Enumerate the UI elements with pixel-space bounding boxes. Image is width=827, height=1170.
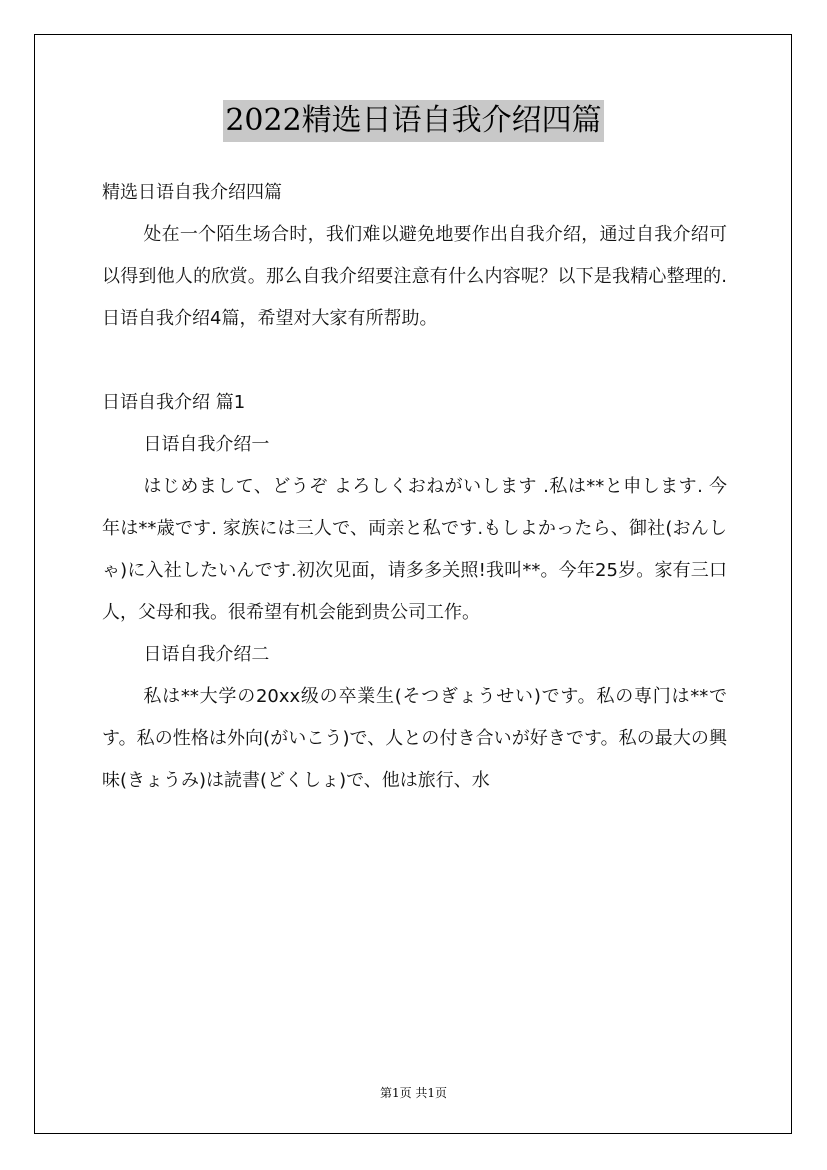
section-heading: 日语自我介绍 篇1 (102, 392, 246, 413)
subtitle: 精选日语自我介绍四篇 (102, 182, 282, 203)
intro-paragraph: 处在一个陌生场合时，我们难以避免地要作出自我介绍，通过自我介绍可以得到他人的欣赏。那么自我介绍要注意有什么内容呢？以下是我精心整理的.日语自我介绍4篇，希望对大家有所帮助。 (102, 224, 727, 329)
part1-heading: 日语自我介绍一 (143, 434, 270, 455)
page-footer: 第1页 共1页 (379, 1086, 448, 1100)
document-title: 2022精选日语自我介绍四篇 (223, 100, 603, 142)
document-body (102, 172, 727, 802)
part1-paragraph: はじめまして、どうぞ よろしくおねがいします .私は**と申します. 今年は**歳です. 家族には三人で、両亲と私です.もしよかったら、御社(おんしゃ)に入社したいんです.初次见面，请多多关照!我叫**。今年25岁。家有三口人，父母和我。很希望有机会能到贵公司工作。 (102, 476, 727, 623)
spacer (102, 340, 727, 382)
part2-paragraph: 私は**大学の20xx级の卒業生(そつぎょうせい)です。私の専门は**です。私の性格は外向(がいこう)で、人との付き合いが好きです。私の最大の興味(きょうみ)は読書(どくしょ)で、他は旅行、水 (102, 686, 727, 791)
part2-heading: 日语自我介绍二 (143, 644, 270, 665)
title-container (0, 100, 827, 142)
